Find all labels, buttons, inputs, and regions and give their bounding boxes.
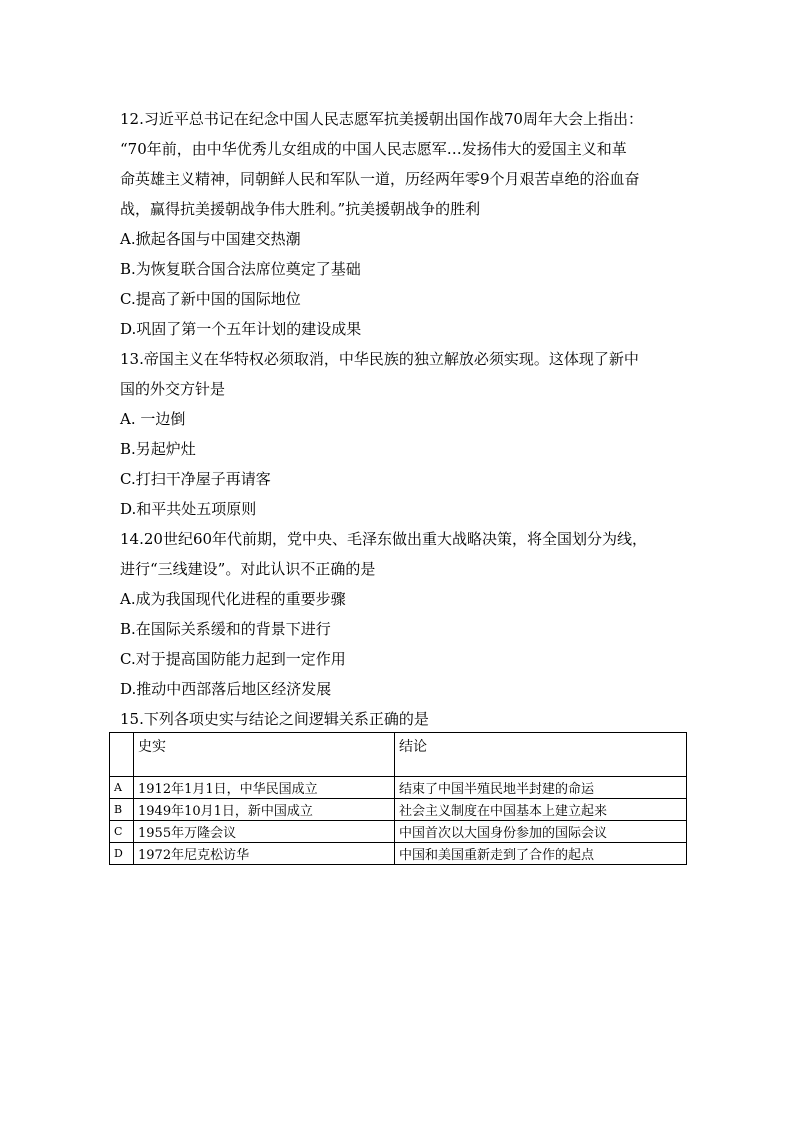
option-b: B.另起炉灶 [120,440,196,458]
row-fact: 1972年尼克松访华 [134,843,395,865]
row-letter: B [110,799,134,821]
question-stem-line: 15.下列各项史实与结论之间逻辑关系正确的是 [120,710,429,728]
option-a: A. 一边倒 [120,410,186,428]
option-a: A.成为我国现代化进程的重要步骤 [120,590,346,608]
exam-content [120,104,690,734]
option-b: B.为恢复联合国合法席位奠定了基础 [120,260,361,278]
option-c: C.提高了新中国的国际地位 [120,290,301,308]
question-stem-line: 命英雄主义精神，同朝鲜人民和军队一道，历经两年零9个月艰苦卓绝的浴血奋 [120,170,640,188]
row-fact: 1912年1月1日，中华民国成立 [134,777,395,799]
row-conclusion: 社会主义制度在中国基本上建立起来 [395,799,687,821]
option-d: D.和平共处五项原则 [120,500,257,518]
row-letter: A [110,777,134,799]
table-header-fact: 史实 [134,733,395,777]
row-conclusion: 中国首次以大国身份参加的国际会议 [395,821,687,843]
table-header-conclusion: 结论 [395,733,687,777]
facts-conclusions-table [109,732,687,865]
table-row [110,777,687,799]
question-stem-line: 战，赢得抗美援朝战争伟大胜利。”抗美援朝战争的胜利 [120,200,481,218]
table-header-letter [110,733,134,777]
option-c: C.对于提高国防能力起到一定作用 [120,650,346,668]
question-12 [120,104,690,344]
table-row [110,843,687,865]
option-d: D.巩固了第一个五年计划的建设成果 [120,320,362,338]
option-d: D.推动中西部落后地区经济发展 [120,680,332,698]
row-fact: 1955年万隆会议 [134,821,395,843]
question-stem-line: 14.20世纪60年代前期，党中央、毛泽东做出重大战略决策，将全国划分为线， [120,530,648,548]
option-a: A.掀起各国与中国建交热潮 [120,230,301,248]
question-stem-line: 进行“三线建设”。对此认识不正确的是 [120,560,376,578]
row-fact: 1949年10月1日，新中国成立 [134,799,395,821]
question-stem-line: “70年前，由中华优秀儿女组成的中国人民志愿军…发扬伟大的爱国主义和革 [120,140,627,158]
question-stem-line: 国的外交方针是 [120,380,226,398]
table-row [110,821,687,843]
question-stem-line: 12.习近平总书记在纪念中国人民志愿军抗美援朝出国作战70周年大会上指出： [120,110,643,128]
row-conclusion: 结束了中国半殖民地半封建的命运 [395,777,687,799]
table-header-row [110,733,687,777]
question-13 [120,344,690,524]
question-14 [120,524,690,704]
question-15 [120,704,690,734]
row-conclusion: 中国和美国重新走到了合作的起点 [395,843,687,865]
question-stem-line: 13.帝国主义在华特权必须取消，中华民族的独立解放必须实现。这体现了新中 [120,350,639,368]
row-letter: D [110,843,134,865]
option-c: C.打扫干净屋子再请客 [120,470,271,488]
table-row [110,799,687,821]
option-b: B.在国际关系缓和的背景下进行 [120,620,331,638]
row-letter: C [110,821,134,843]
